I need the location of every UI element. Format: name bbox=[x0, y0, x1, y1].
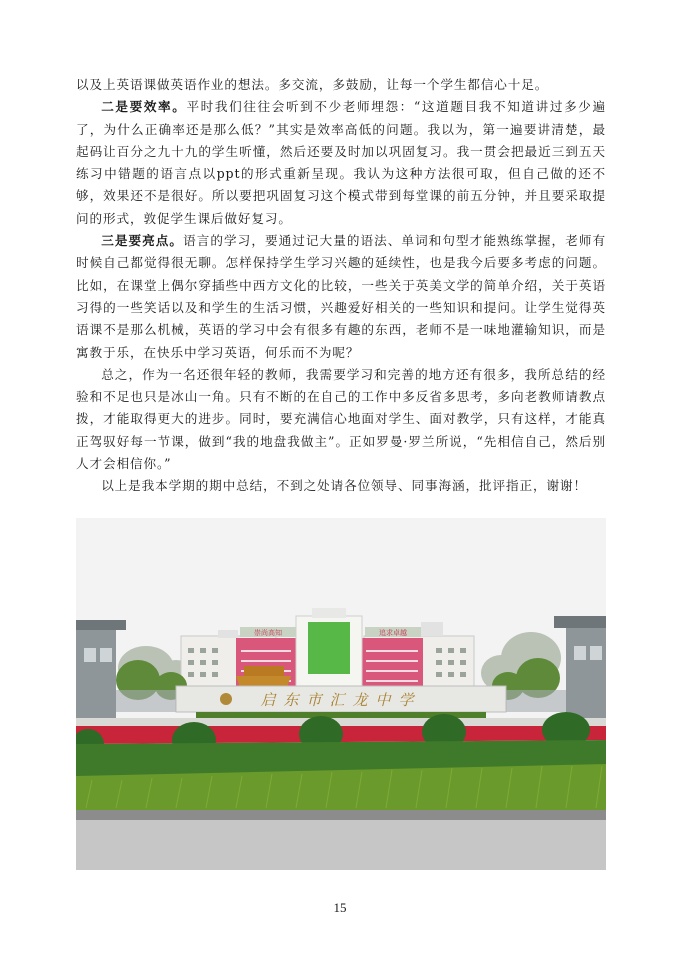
paragraph-1 bbox=[76, 74, 606, 96]
banner-right: 追求卓越 bbox=[379, 629, 407, 637]
road bbox=[76, 820, 606, 870]
paragraph-text: 以及上英语课做英语作业的想法。多交流，多鼓励，让每一个学生都信心十足。 bbox=[76, 77, 549, 92]
banner-left: 崇尚高知 bbox=[254, 629, 282, 637]
article-body bbox=[76, 74, 606, 498]
school-gate-illustration bbox=[76, 518, 606, 870]
gate-sign: 启东市汇龙中学 bbox=[260, 691, 422, 709]
paragraph-text: 总之，作为一名还很年轻的教师，我需要学习和完善的地方还有很多，我所总结的经验和不足也只是冰山一角。只有不断的在自己的工作中多反省多思考，多向老教师请教点拨，才能取得更大的进步。同时，要充满信心地面对学生、面对教学，只有这样，才能真正驾驭好每一节课，做到“我的地盘我做主”。正如罗曼·罗兰所说，“先相信自己，然后别人才会相信你。” bbox=[76, 366, 606, 472]
paragraph-closing bbox=[76, 475, 606, 497]
paragraph-text: 平时我们往往会听到不少老师埋怨：“这道题目我不知道讲过多少遍了，为什么正确率还是那么低？”其实是效率高低的问题。我以为，第一遍要讲清楚，最起码让百分之九十九的学生听懂，然后还要及时加以巩固复习。我一贯会把最近三到五天练习中错题的语言点以ppt的形式重新呈现。我认为这种方法很可取，但自己做的还不够，效果还不是很好。所以要把巩固复习这个模式带到每堂课的前五分钟，并且要采取提问的形式，敦促学生课后做好复习。 bbox=[76, 99, 606, 226]
paragraph-highlights bbox=[76, 230, 606, 364]
curb bbox=[76, 810, 606, 820]
paragraph-lead: 二是要效率。 bbox=[101, 99, 187, 115]
paragraph-lead: 三是要亮点。 bbox=[101, 233, 184, 249]
paragraph-summary bbox=[76, 364, 606, 475]
school-gate-photo bbox=[76, 518, 606, 870]
paragraph-efficiency bbox=[76, 96, 606, 230]
paragraph-text: 以上是我本学期的期中总结，不到之处请各位领导、同事海涵，批评指正，谢谢！ bbox=[101, 478, 587, 494]
page-number: 15 bbox=[333, 900, 347, 915]
paragraph-text: 语言的学习，要通过记大量的语法、单词和句型才能熟练掌握，老师有时候自己都觉得很无聊。怎样保持学生学习兴趣的延续性，也是我今后要多考虑的问题。比如，在课堂上偶尔穿插些中西方文化的比较，一些关于英美文学的简单介绍，关于英语习得的一些笑话以及和学生的生活习惯，兴趣爱好相关的一些知识和提问。让学生觉得英语课不是那么机械，英语的学习中会有很多有趣的东西，老师不是一味地灌输知识，而是寓教于乐，在快乐中学习英语，何乐而不为呢？ bbox=[76, 233, 606, 360]
school-emblem bbox=[220, 693, 232, 705]
